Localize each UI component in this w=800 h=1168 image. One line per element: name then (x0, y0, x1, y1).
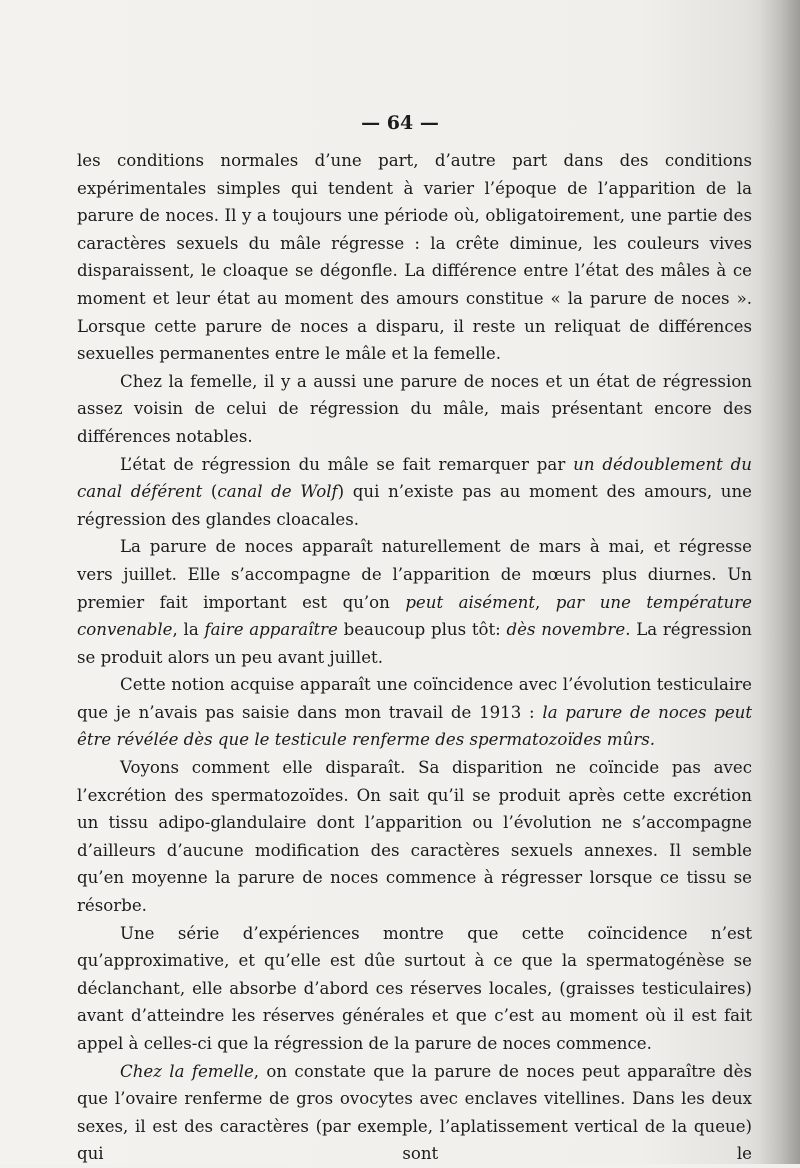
text-segment: ) qui n’existe pas au moment des amours, une régression des glandes cloacales. (77, 482, 752, 529)
text-segment: Voyons comment elle disparaît. Sa disparition ne coïncide pas avec l’excrétion des spermatozoïdes. On sait qu’il se produit après cette excrétion un tissu adipo-glandulaire dont l’apparition ou l’évolution ne s’accompagne d’ailleurs d’aucune modification des caractères sexuels annexes. Il semble qu’en moyenne la parure de noces commence à régresser lorsque ce tissu se résorbe. (77, 758, 752, 916)
italic-text: la parure de noces peut être révélée dès que le testicule renferme des spermatozoïdes mûrs. (77, 702, 752, 750)
page-number: — 64 — (361, 112, 439, 134)
paragraph (77, 1058, 752, 1168)
text-segment: , on constate que la parure de noces peut apparaître dès que l’ovaire renferme de gros ovocytes avec enclaves vitellines. Dans les deux sexes, il est des caractères (par exemple, l’aplatissement vertical de la queue) qui sont le (77, 1061, 752, 1164)
paragraph (77, 451, 752, 534)
italic-text: par une température convenable (77, 592, 752, 640)
text-segment: . La régression se produit alors un peu avant juillet. (77, 620, 752, 667)
text-segment: Chez la femelle, il y a aussi une parure de noces et un état de régression assez voisin de celui de régression du mâle, mais présentant encore des différences notables. (77, 371, 752, 446)
paragraph (77, 920, 752, 1058)
text-segment: L’état de régression du mâle se fait remarquer par (120, 454, 574, 474)
text-segment: les conditions normales d’une part, d’autre part dans des conditions expérimentales simples qui tendent à varier l’époque de l’apparition de la parure de noces. Il y a toujours une période où, obligatoirement, une partie des caractères sexuels du mâle régresse : la crête diminue, les couleurs vives disparaissent, le cloaque se dégonfle. La différence entre l’état des mâles à ce moment et leur état au moment des amours constitue « la parure de noces ». Lorsque cette parure de noces a disparu, il reste un reliquat de différences sexuelles permanentes entre le mâle et la femelle. (77, 151, 752, 364)
italic-text: peut aisément (405, 592, 536, 612)
paragraph (77, 368, 752, 451)
text-segment: , la (172, 620, 205, 640)
text-segment: beaucoup plus tôt: (337, 620, 507, 640)
italic-text: Chez la femelle (120, 1061, 254, 1081)
italic-text: un dédoublement du canal déférent (77, 454, 752, 502)
body-text (77, 147, 752, 1168)
paragraph (77, 754, 752, 920)
page-edge-shadow (760, 0, 800, 1164)
italic-text: dès novembre (506, 620, 626, 640)
text-segment: Cette notion acquise apparaît une coïncidence avec l’évolution testiculaire que je n’avais pas saisie dans mon travail de 1913 : (77, 675, 752, 722)
text-segment: La parure de noces apparaît naturellement de mars à mai, et régresse vers juillet. Elle s’accompagne de l’apparition de mœurs plus diurnes. Un premier fait important est qu’on (77, 537, 752, 612)
paragraph (77, 671, 752, 754)
italic-text: canal de Wolf (217, 482, 338, 502)
italic-text: faire apparaître (204, 620, 338, 640)
paragraph (77, 533, 752, 671)
text-segment: ( (202, 482, 218, 502)
text-segment: , (535, 592, 556, 612)
text-segment: Une série d’expériences montre que cette coïncidence n’est qu’approximative, et qu’elle est dûe surtout à ce que la spermatogénèse se déclanchant, elle absorbe d’abord ces réserves locales, (graisses testiculaires) avant d’atteindre les réserves générales et que c’est au moment où il est fait appel à celles-ci que la régression de la parure de noces commence. (77, 923, 752, 1053)
paragraph (77, 147, 752, 368)
